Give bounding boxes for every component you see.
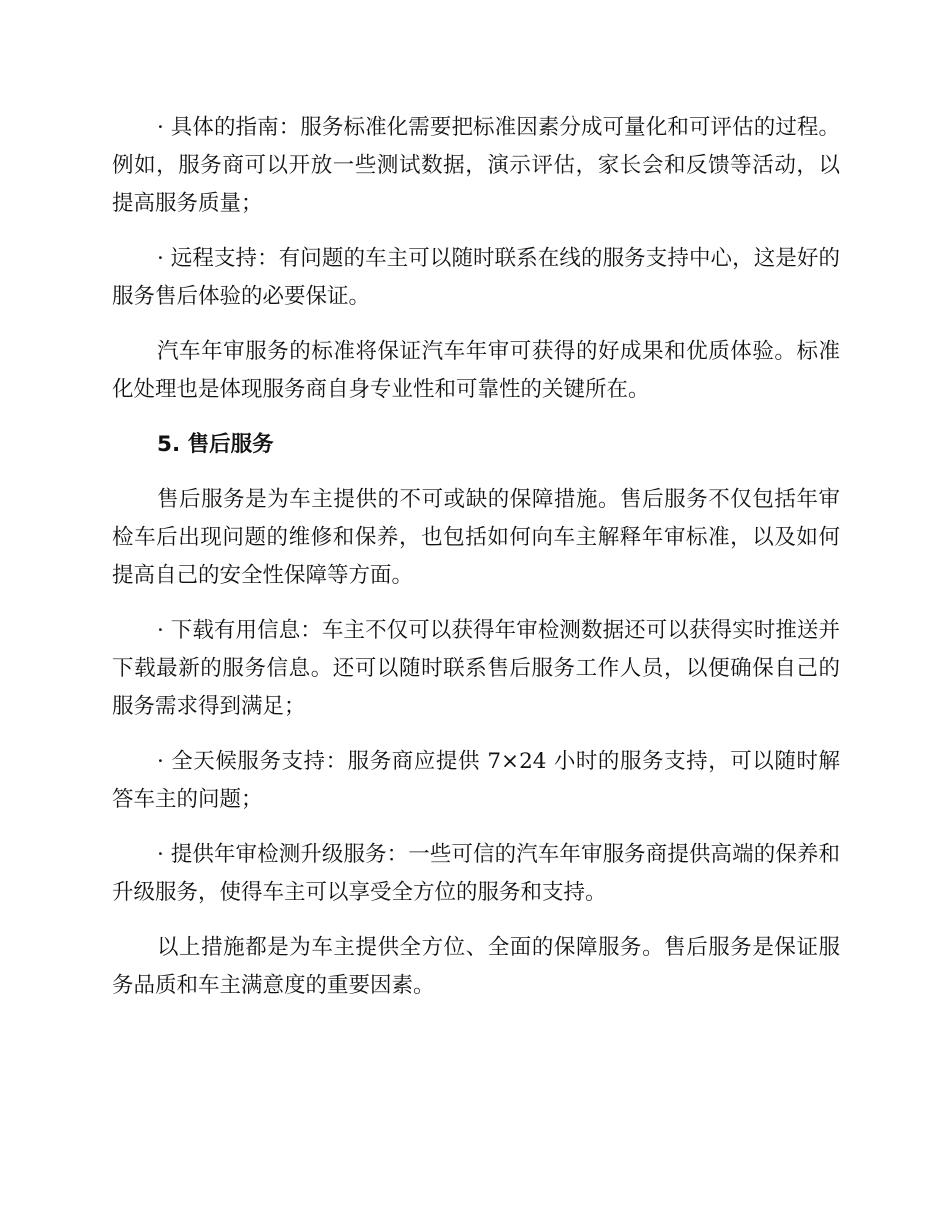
bullet-paragraph-download-info: · 下载有用信息：车主不仅可以获得年审检测数据还可以获得实时推送并下载最新的服务信息。还可以随时联系售后服务工作人员，以便确保自己的服务需求得到满足； — [112, 618, 840, 719]
paragraph-standard-summary: 汽车年审服务的标准将保证汽车年审可获得的好成果和优质体验。标准化处理也是体现服务商自身专业性和可靠性的关键所在。 — [112, 339, 840, 402]
section-heading-after-sales: 5. 售后服务 — [157, 432, 274, 457]
bullet-paragraph-24h-support: · 全天候服务支持：服务商应提供 7×24 小时的服务支持，可以随时解答车主的问题； — [112, 749, 840, 812]
bullet-paragraph-upgrade-service: · 提供年审检测升级服务：一些可信的汽车年审服务商提供高端的保养和升级服务，使得车主可以享受全方位的服务和支持。 — [112, 842, 840, 905]
paragraph-conclusion: 以上措施都是为车主提供全方位、全面的保障服务。售后服务是保证服务品质和车主满意度的重要因素。 — [112, 935, 840, 998]
bullet-paragraph-remote-support: · 远程支持：有问题的车主可以随时联系在线的服务支持中心，这是好的服务售后体验的必要保证。 — [112, 246, 840, 309]
document-page — [112, 109, 840, 1005]
paragraph-after-sales-intro: 售后服务是为车主提供的不可或缺的保障措施。售后服务不仅包括年审检车后出现问题的维修和保养，也包括如何向车主解释年审标准，以及如何提高自己的安全性保障等方面。 — [112, 487, 840, 588]
bullet-paragraph-guidelines: · 具体的指南：服务标准化需要把标准因素分成可量化和可评估的过程。例如，服务商可以开放一些测试数据，演示评估，家长会和反馈等活动，以提高服务质量； — [112, 115, 840, 216]
